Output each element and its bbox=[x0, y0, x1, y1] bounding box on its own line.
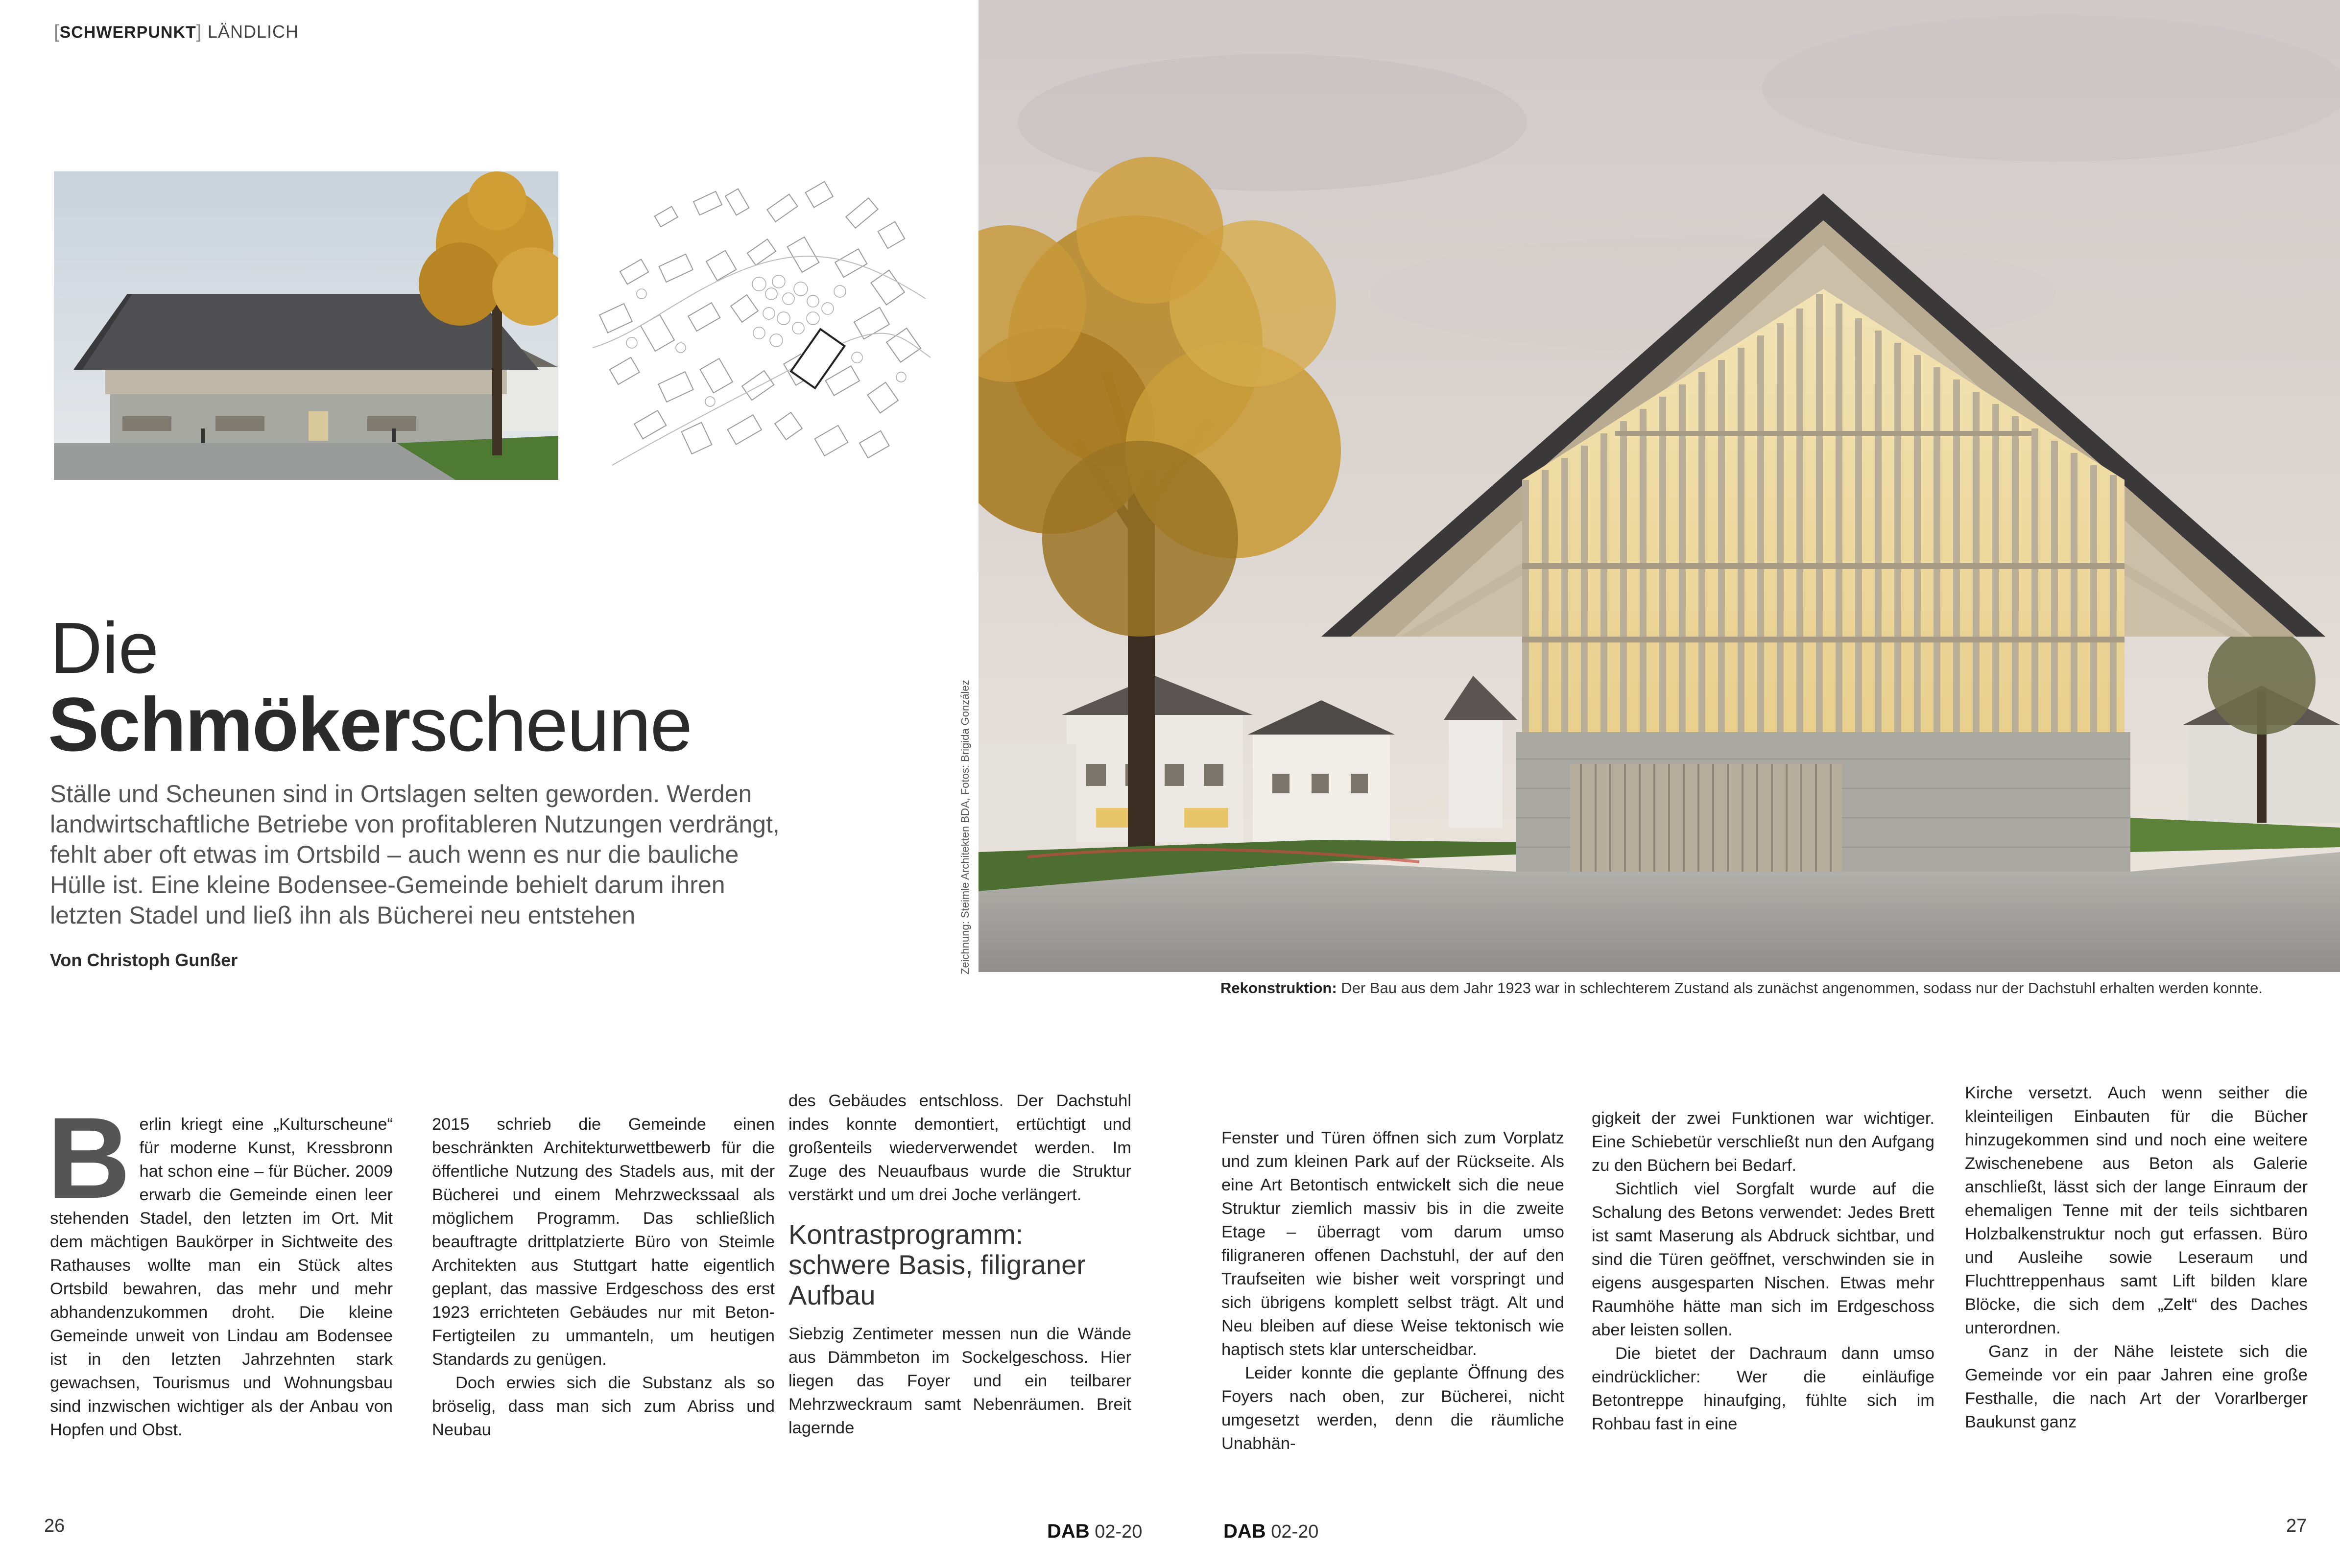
caption-text: Der Bau aus dem Jahr 1923 war in schlechterem Zustand als zunächst angenommen, sodass nur der Dachstuhl erhalten werden konnte. bbox=[1337, 979, 2263, 997]
col4-para-1: Fenster und Türen öffnen sich zum Vorplatz und zum kleinen Park auf der Rückseite. Als eine Art Betontisch entwickelt sich die neue Struktur ziemlich massiv bis in die zweite Etage – überragt vom darum umso filigraneren offenen Dachstuhl, der auf den Traufseiten wie bisher weit vorspringt und sich übrigens komplett selbst trägt. Alt und Neu bleiben auf diese Weise tektonisch wie haptisch stets klar unterscheidbar. bbox=[1221, 1129, 1564, 1359]
site-plan-drawing bbox=[583, 171, 935, 485]
footer-left-issue bbox=[1047, 1520, 1142, 1543]
library-footprint bbox=[791, 329, 844, 388]
body-column-1 bbox=[47, 1093, 393, 1442]
footer-left-issue-number: 02-20 bbox=[1095, 1521, 1143, 1542]
barn-side-view-image bbox=[54, 171, 558, 480]
col4-para-2: Leider konnte die geplante Öffnung des Foyers nach oben, zur Bücherei, nicht umgesetzt werden, denn die räumliche Unabhän- bbox=[1221, 1364, 1564, 1453]
col1-para-1: erlin kriegt eine „Kulturscheune“ für moderne Kunst, Kressbronn hat schon eine – für Bücher. 2009 erwarb die Gemeinde einen leer stehenden Stadel, den letzten im Ort. Mit dem mächtigen Baukörper in Sichtweite des Rathauses wollte man ein Stück altes Ortsbild bewahren, das mehr und mehr abhandenzukommen droht. Die kleine Gemeinde unweit von Lindau am Bodensee ist in den letzten Jahrzehnten stark gewachsen, Tourismus und Wohnungsbau sind inzwischen wichtiger als der Anbau von Hopfen und Obst. bbox=[50, 1115, 393, 1439]
body-column-3 bbox=[788, 1089, 1131, 1440]
body-column-6 bbox=[1965, 1081, 2308, 1434]
bracket-open: [ bbox=[54, 22, 60, 42]
caption-label: Rekonstruktion: bbox=[1220, 979, 1337, 997]
main-photo bbox=[979, 0, 2340, 972]
col2-para-2: Doch erwies sich die Substanz als so bröselig, dass man sich zum Abriss und Neubau bbox=[432, 1374, 775, 1439]
footer-right-mag: DAB bbox=[1223, 1520, 1266, 1542]
col6-para-2: Ganz in der Nähe leistete sich die Gemeinde vor ein paar Jahren eine große Festhalle, die nach Art der Vorarlberger Baukunst ganz bbox=[1965, 1342, 2308, 1431]
subheading: Kontrastprogramm: schwere Basis, filigraner Aufbau bbox=[788, 1219, 1086, 1310]
page-number-right: 27 bbox=[2286, 1516, 2307, 1536]
title-line-1: Die bbox=[50, 608, 159, 689]
body-column-4 bbox=[1221, 1126, 1564, 1455]
col2-para-1: 2015 schrieb die Gemeinde einen beschränkten Architekturwettbewerb für die öffentliche Nutzung des Stadels aus, mit der Bücherei und einem Mehrzweckssaal als möglichem Programm. Das schließlich beauftragte drittplatzierte Büro von Steimle Architekten aus Stuttgart hatte eigentlich geplant, das massive Erdgeschoss des erst 1923 errichteten Gebäudes nur mit Beton-Fertigteilen zu ummanteln, um heutigen Standards zu genügen. bbox=[432, 1115, 775, 1369]
title-bold: Schmöker bbox=[48, 682, 410, 767]
byline: Von Christoph Gunßer bbox=[50, 950, 238, 970]
lead-paragraph: Ställe und Scheunen sind in Ortslagen selten geworden. Werden landwirtschaftliche Betriebe von profitableren Nutzungen verdrängt, fehlt aber oft etwas im Ortsbild – auch wenn es nur die bauliche Hülle ist. Eine kleine Bodensee-Gemeinde behielt darum ihren letzten Stadel und ließ ihn als Bücherei neu entstehen bbox=[50, 780, 780, 929]
col5-para-3: Die bietet der Dachraum dann umso eindrücklicher: Wer die einläufige Betontreppe hinaufging, fühlte sich im Rohbau fast in eine bbox=[1592, 1344, 1934, 1433]
exterior-photo bbox=[54, 171, 558, 480]
title-light: scheune bbox=[409, 682, 692, 767]
section-kicker: SCHWERPUNKT bbox=[59, 23, 196, 42]
bracket-close: ] bbox=[196, 22, 202, 42]
col3-para-2: Siebzig Zentimeter messen nun die Wände aus Dämmbeton im Sockelgeschoss. Hier liegen das Foyer und ein teilbarer Mehrzweckraum samt Nebenräumen. Breit lagernde bbox=[788, 1325, 1131, 1437]
footer-left-mag: DAB bbox=[1047, 1520, 1090, 1542]
site-plan-image bbox=[583, 171, 935, 485]
col5-para-1: gigkeit der zwei Funktionen war wichtiger. Eine Schiebetür verschließt nun den Aufgang zu den Büchern bei Bedarf. bbox=[1592, 1109, 1934, 1175]
body-column-2 bbox=[432, 1113, 775, 1442]
barn-gable-photo bbox=[979, 0, 2340, 972]
col5-para-2: Sichtlich viel Sorgfalt wurde auf die Schalung des Betons verwendet: Jedes Brett ist samt Maserung als Abdruck sichtbar, und sind die Türen geöffnet, verschwinden sie in eigens ausgesparten Nischen. Etwas mehr Raumhöhe hätte man sich im Erdgeschoss aber leisten sollen. bbox=[1592, 1180, 1934, 1339]
photo-caption bbox=[1220, 979, 2322, 997]
section-header bbox=[54, 22, 299, 43]
footer-right-issue-number: 02-20 bbox=[1271, 1521, 1319, 1542]
page-number-left: 26 bbox=[44, 1516, 65, 1536]
body-column-5 bbox=[1592, 1107, 1934, 1436]
section-label: LÄNDLICH bbox=[207, 22, 299, 42]
col6-para-1: Kirche versetzt. Auch wenn seither die kleinteiligen Einbauten für die Bücher hinzugekommen sind und noch eine weitere Zwischenebene aus Beton als Galerie anschließt, lässt sich der lange Einraum der ehemaligen Tenne mit der teils sichtbaren Holzbalkenstruktur noch gut erfassen. Büro und Ausleihe sowie Leseraum und Fluchttreppenhaus samt Lift bilden klare Blöcke, die sich dem „Zelt“ des Daches unterordnen. bbox=[1965, 1084, 2308, 1337]
drop-cap: B bbox=[47, 1093, 131, 1223]
col3-para-1: des Gebäudes entschloss. Der Dachstuhl indes konnte demontiert, ertüchtigt und großenteils wiederverwendet werden. Im Zuge des Neuaufbaus wurde die Struktur verstärkt und um drei Joche verlängert. bbox=[788, 1092, 1131, 1204]
footer-right-issue bbox=[1223, 1520, 1318, 1543]
title-line-2 bbox=[48, 682, 692, 767]
